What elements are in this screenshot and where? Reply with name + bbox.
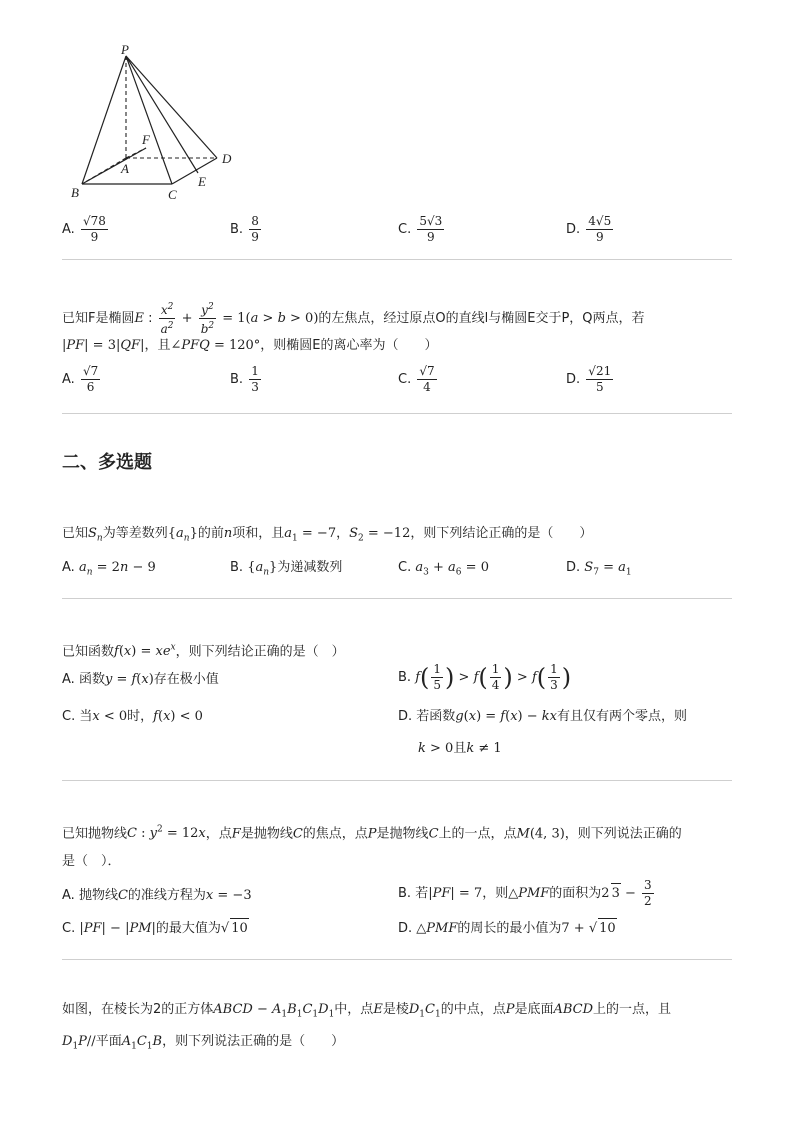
divider	[62, 780, 732, 781]
label-B: B	[71, 185, 79, 200]
q1-option-b[interactable]: B. $\frac{8}{9}$	[230, 214, 259, 244]
q3-option-b[interactable]: B. $\{a_n\}$为递减数列	[230, 560, 343, 578]
q3-option-c[interactable]: C. $a_3 + a_6 = 0$	[398, 560, 489, 578]
label-F: F	[142, 132, 150, 147]
q3-stem: 已知$S_n$为等差数列$\{a_n\}$的前n项和，且$a_1 = -7$，$S_2 = -12$，则下列结论正确的是（ ）	[62, 526, 593, 544]
q4-option-a[interactable]: A. 函数y = f(x)存在极小值	[62, 672, 219, 687]
q2-option-a[interactable]: A. $\frac{√7}{6}$	[62, 364, 99, 394]
q5-stem-line1: 已知抛物线C : $y^2 = 12x$，点F是抛物线C的焦点，点P是抛物线C上的一点，点M(4, 3)，则下列说法正确的	[62, 825, 682, 842]
q5-stem-line2: 是（ ）．	[62, 854, 121, 869]
label-A: A	[121, 161, 129, 176]
q4-option-c[interactable]: C. 当x < 0时，f(x) < 0	[62, 709, 203, 724]
q1-option-d[interactable]: D. $\frac{4√5}{9}$	[566, 214, 612, 244]
q4-stem: 已知函数$f(x) = xe^x$，则下列结论正确的是（ ）	[62, 643, 345, 660]
q3-option-a[interactable]: A. $a_n = 2n - 9$	[62, 560, 156, 578]
divider	[62, 413, 732, 414]
q3-option-d[interactable]: D. $S_7 = a_1$	[566, 560, 632, 578]
q6-stem-line2: $D_1P//$平面$A_1C_1B$，则下列说法正确的是（ ）	[62, 1034, 345, 1052]
q5-option-d[interactable]: D. △PMF的周长的最小值为7 + √ 10	[398, 918, 617, 939]
label-D: D	[222, 151, 232, 166]
pyramid-figure	[62, 42, 252, 207]
divider	[62, 598, 732, 599]
divider	[62, 959, 732, 960]
label-P: P	[121, 42, 129, 57]
divider	[62, 259, 732, 260]
q2-option-d[interactable]: D. $\frac{√21}{5}$	[566, 364, 612, 394]
q2-stem-line1: 已知F是椭圆E : $\frac{x^2}{a^2}$ + $\frac{y^2}{b^2}$ = 1(a > b > 0)的左焦点，经过原点O的直线l与椭圆E交于P，Q两点，若	[62, 302, 645, 336]
q2-stem-line2: |PF| = 3|QF|，且∠PFQ = 120°，则椭圆E的离心率为（ ）	[62, 338, 438, 353]
q4-option-d[interactable]: D. 若函数g(x) = f(x) − kx有且仅有两个零点，则	[398, 709, 687, 724]
section-title: 二、多选题	[62, 452, 152, 473]
label-C: C	[168, 187, 177, 202]
q5-option-b[interactable]: B. 若|PF| = 7，则△PMF的面积为2 3 − $\frac{3}{2}$	[398, 878, 652, 908]
q4-option-d-cont: k > 0且k ≠ 1	[418, 741, 502, 756]
q2-option-c[interactable]: C. $\frac{√7}{4}$	[398, 364, 435, 394]
q2-option-b[interactable]: B. $\frac{1}{3}$	[230, 364, 259, 394]
label-E: E	[198, 174, 206, 189]
q1-option-a[interactable]: A. $\frac{√78}{9}$	[62, 214, 106, 244]
q4-option-b[interactable]: B. f( $\frac{1}{5}$ ) > f( $\frac{1}{4}$ ) > f( $\frac{1}{3}$ )	[398, 662, 572, 692]
q1-option-c[interactable]: C. $\frac{5√3}{9}$	[398, 214, 443, 244]
q5-option-a[interactable]: A. 抛物线C的准线方程为x = −3	[62, 888, 252, 903]
q6-stem-line1: 如图，在棱长为2的正方体ABCD − $A_1B_1C_1D_1$中，点E是棱$D_1C_1$的中点，点P是底面ABCD上的一点，且	[62, 1002, 672, 1020]
q5-option-c[interactable]: C. |PF| − |PM|的最大值为√ 10	[62, 918, 249, 939]
